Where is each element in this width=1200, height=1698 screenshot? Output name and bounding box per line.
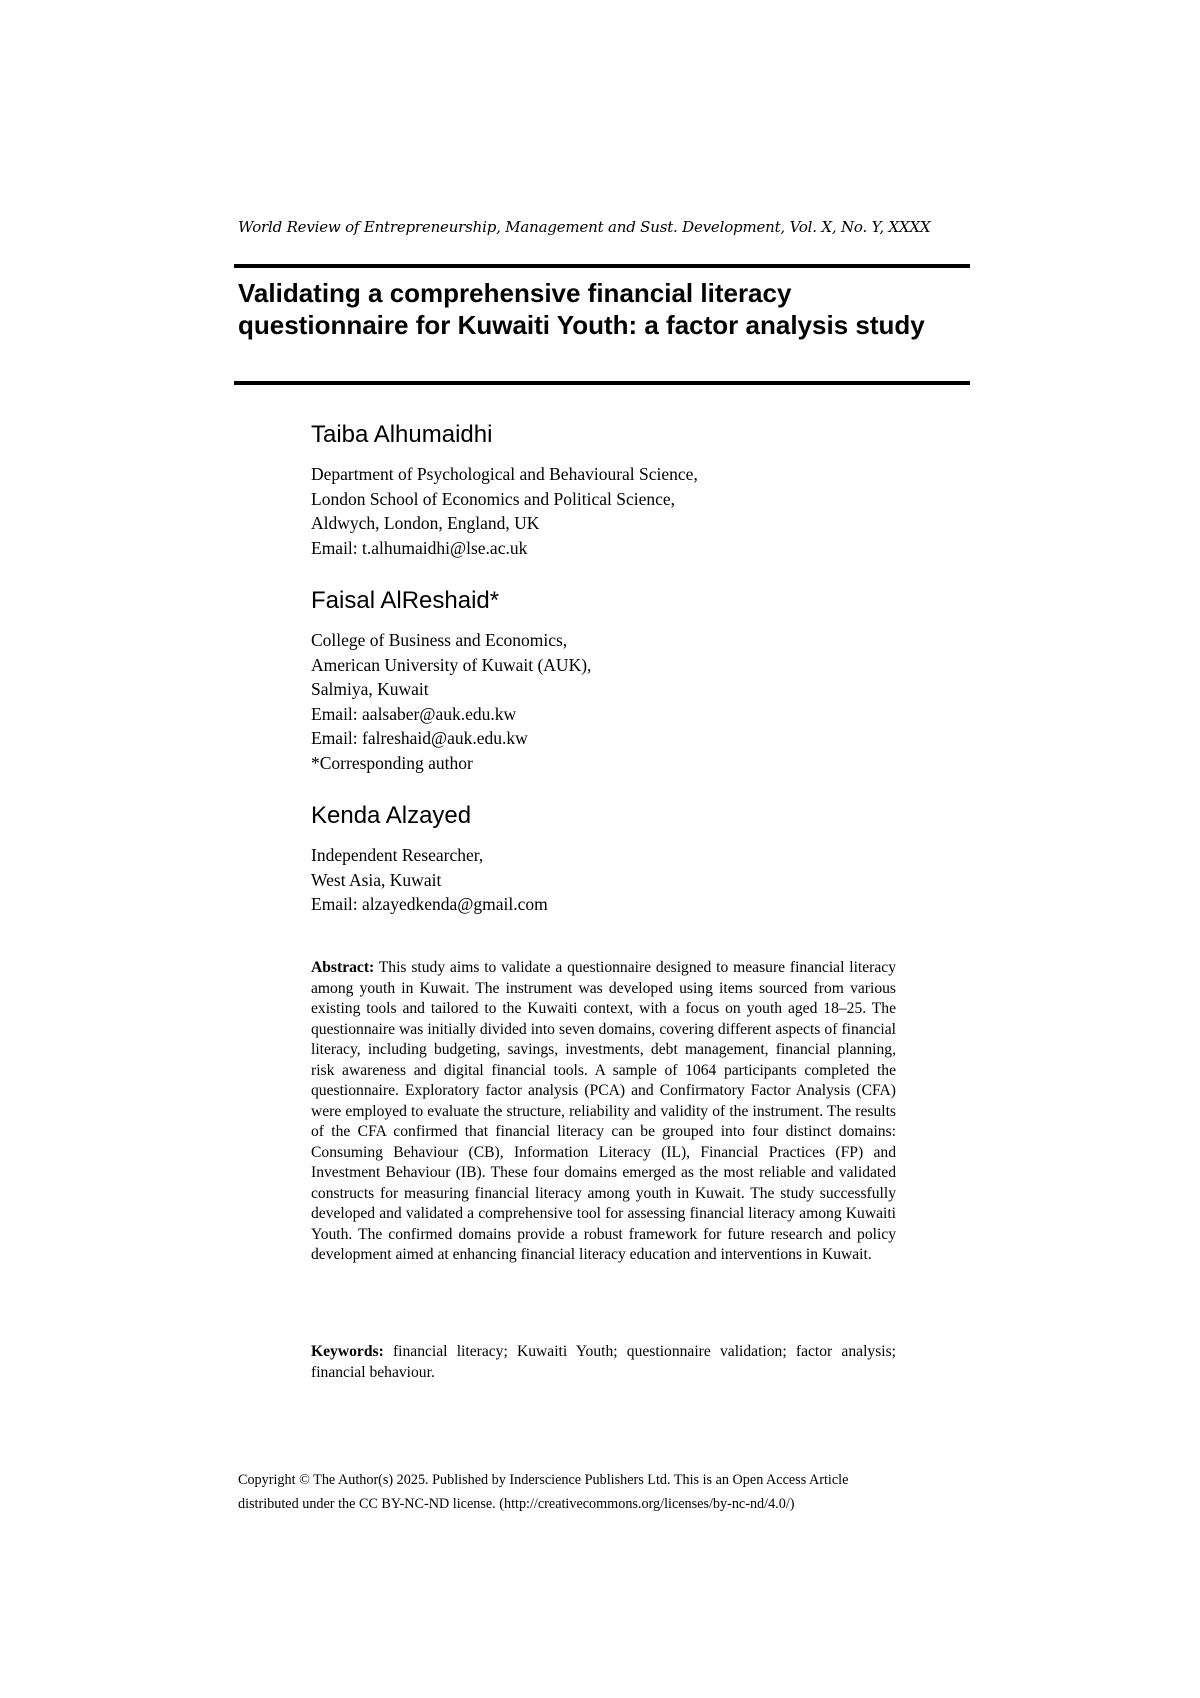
author-email: Email: aalsaber@auk.edu.kw (311, 703, 517, 724)
author-list (311, 420, 911, 943)
author-name: Faisal AlReshaid* (311, 587, 500, 614)
copyright-notice (238, 1468, 958, 1516)
title-rule-bottom (234, 381, 970, 385)
affiliation-line: American University of Kuwait (AUK), (311, 654, 592, 675)
abstract-text: This study aims to validate a questionnaire designed to measure financial literacy among youth in Kuwait. The instrument was developed using items sourced from various existing tools and tailored to the Kuwaiti context, with a focus on youth aged 18–25. The questionnaire was initially divided into seven domains, covering different aspects of financial literacy, including budgeting, savings, investments, debt management, financial planning, risk awareness and digital financial tools. A sample of 1064 participants completed the questionnaire. Exploratory factor analysis (PCA) and Confirmatory Factor Analysis (CFA) were employed to evaluate the structure, reliability and validity of the instrument. The results of the CFA confirmed that financial literacy can be grouped into four distinct domains: Consuming Behaviour (CB), Information Literacy (IL), Financial Practices (FP) and Investment Behaviour (IB). These four domains emerged as the most reliable and validated constructs for measuring financial literacy among youth in Kuwait. The study successfully developed and validated a comprehensive tool for assessing financial literacy among Kuwaiti Youth. The confirmed domains provide a robust framework for future research and policy development aimed at enhancing financial literacy education and interventions in Kuwait. (311, 959, 896, 1263)
affiliation-line: West Asia, Kuwait (311, 869, 442, 890)
keywords (311, 1342, 896, 1383)
affiliation-line: Independent Researcher, (311, 845, 484, 865)
author-block (311, 586, 911, 775)
abstract (311, 958, 896, 1266)
copyright-line: Copyright © The Author(s) 2025. Published by Inderscience Publishers Ltd. This is an Open Access Article (238, 1472, 849, 1488)
license-line: distributed under the CC BY-NC-ND license. (http://creativecommons.org/licenses/by-nc-nd/4.0/) (238, 1496, 795, 1512)
author-name: Taiba Alhumaidhi (311, 421, 493, 448)
author-email: Email: alzayedkenda@gmail.com (311, 894, 548, 914)
affiliation-line: Salmiya, Kuwait (311, 679, 429, 699)
author-block (311, 420, 911, 560)
author-block (311, 801, 911, 917)
title-rule-top (234, 264, 970, 268)
paper-title: Validating a comprehensive financial literacy questionnaire for Kuwaiti Youth: a factor analysis study (238, 278, 925, 340)
affiliation-line: College of Business and Economics, (311, 630, 568, 650)
keywords-label: Keywords: (311, 1343, 384, 1360)
journal-header: World Review of Entrepreneurship, Management and Sust. Development, Vol. X, No. Y, XXXX (238, 218, 931, 236)
abstract-label: Abstract: (311, 959, 375, 976)
corresponding-author-note: *Corresponding author (311, 752, 473, 773)
affiliation-line: London School of Economics and Political Science, (311, 488, 676, 509)
author-name: Kenda Alzayed (311, 802, 472, 829)
author-email: Email: falreshaid@auk.edu.kw (311, 728, 528, 748)
affiliation-line: Aldwych, London, England, UK (311, 513, 540, 533)
keywords-text: financial literacy; Kuwaiti Youth; questionnaire validation; factor analysis; financial behaviour. (311, 1343, 896, 1381)
author-email: Email: t.alhumaidhi@lse.ac.uk (311, 537, 528, 558)
affiliation-line: Department of Psychological and Behavioural Science, (311, 464, 698, 484)
